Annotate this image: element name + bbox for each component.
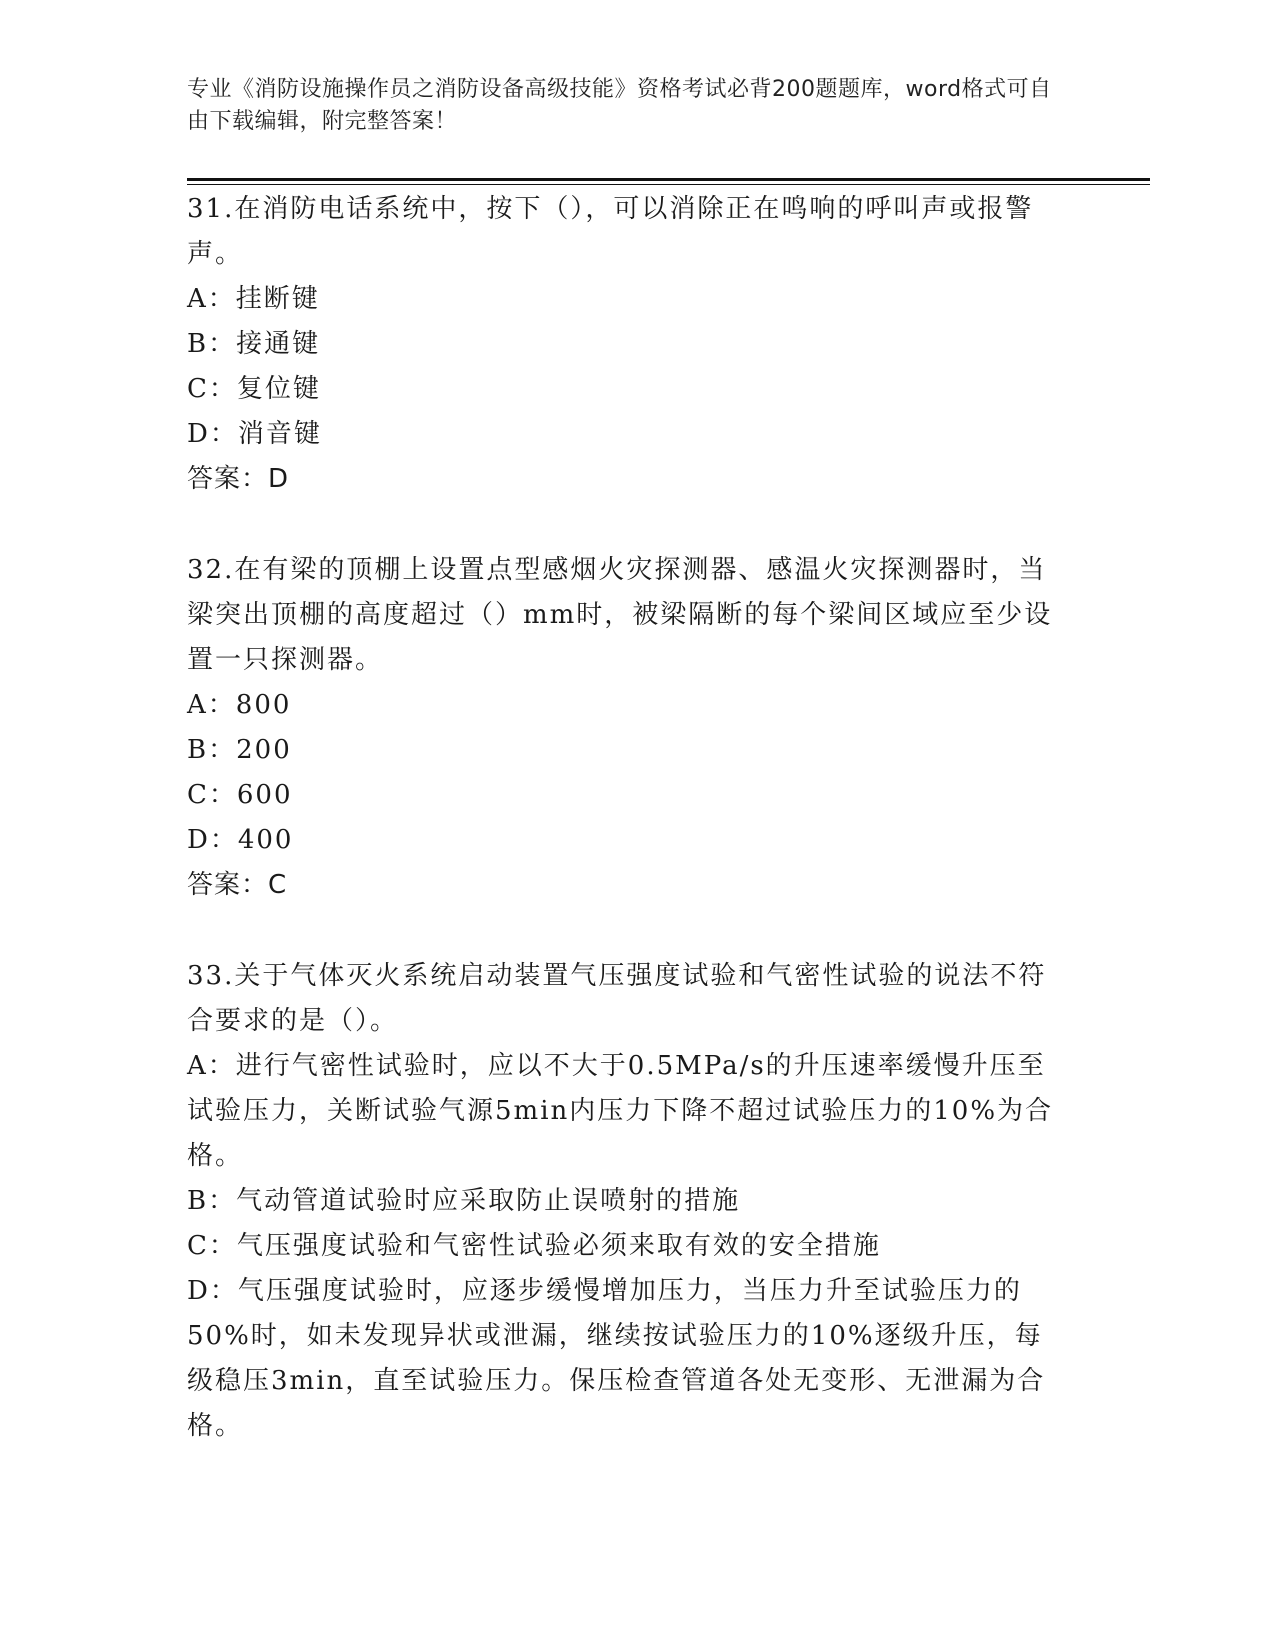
question-33 xyxy=(187,954,1067,1449)
option-a: A：挂断键 xyxy=(187,284,320,314)
document-header: 专业《消防设施操作员之消防设备高级技能》资格考试必背200题题库，word格式可自由下载编辑，附完整答案！ xyxy=(187,77,1052,134)
question-list xyxy=(187,187,1067,1449)
option-b: B：气动管道试验时应采取防止误喷射的措施 xyxy=(187,1186,741,1216)
question-stem: 33.关于气体灭火系统启动装置气压强度试验和气密性试验的说法不符合要求的是（）。 xyxy=(187,961,1047,1036)
question-31 xyxy=(187,187,1067,502)
option-d: D：气压强度试验时，应逐步缓慢增加压力，当压力升至试验压力的50%时，如未发现异状或泄漏，继续按试验压力的10%逐级升压，每级稳压3min，直至试验压力。保压检查管道各处无变形、无泄漏为合格。 xyxy=(187,1276,1046,1441)
question-stem: 31.在消防电话系统中，按下（），可以消除正在鸣响的呼叫声或报警声。 xyxy=(187,194,1034,269)
question-answer: 答案：C xyxy=(187,870,288,900)
option-c: C：复位键 xyxy=(187,374,321,404)
header-rule-thin xyxy=(187,184,1150,185)
option-c: C：600 xyxy=(187,780,293,810)
option-d: D：消音键 xyxy=(187,419,322,449)
question-32 xyxy=(187,548,1067,908)
option-b: B：接通键 xyxy=(187,329,321,359)
option-d: D：400 xyxy=(187,825,294,855)
option-a: A：800 xyxy=(187,690,292,720)
question-answer: 答案：D xyxy=(187,464,290,494)
option-b: B：200 xyxy=(187,735,292,765)
option-a: A：进行气密性试验时，应以不大于0.5MPa/s的升压速率缓慢升压至试验压力，关断试验气源5min内压力下降不超过试验压力的10%为合格。 xyxy=(187,1051,1054,1171)
option-c: C：气压强度试验和气密性试验必须来取有效的安全措施 xyxy=(187,1231,881,1261)
header-rule-thick xyxy=(187,178,1150,181)
question-stem: 32.在有梁的顶棚上设置点型感烟火灾探测器、感温火灾探测器时，当梁突出顶棚的高度超过（）mm时，被梁隔断的每个梁间区域应至少设置一只探测器。 xyxy=(187,555,1053,675)
